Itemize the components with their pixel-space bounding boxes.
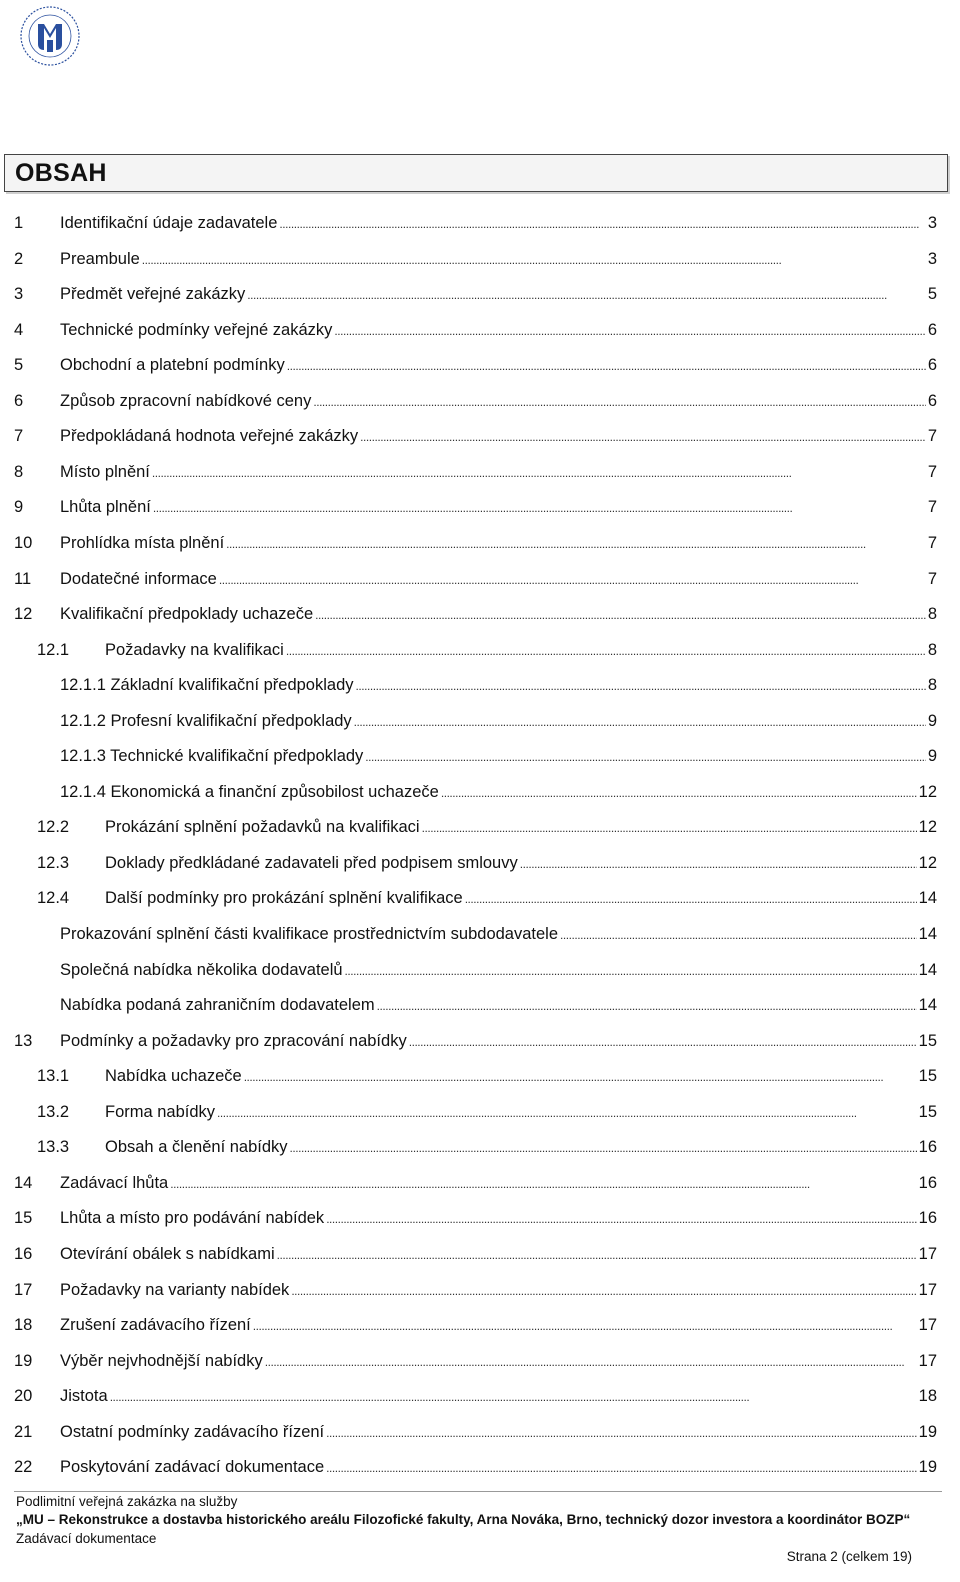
toc-entry-page: 6 (927, 356, 937, 374)
toc-entry[interactable] (0, 602, 960, 626)
toc-entry-label: 12.1.2 Profesní kvalifikační předpoklady (60, 712, 352, 730)
toc-entry-number: 9 (14, 498, 24, 516)
toc-dot-leader (110, 1384, 917, 1409)
toc-dot-leader (265, 1349, 917, 1374)
toc-entry-page: 17 (918, 1316, 937, 1334)
footer-document-type: Zadávací dokumentace (16, 1531, 157, 1546)
toc-entry[interactable] (0, 851, 960, 875)
toc-entry-label: Forma nabídky (105, 1103, 216, 1121)
toc-entry[interactable] (0, 247, 960, 271)
toc-dot-leader (287, 353, 926, 378)
toc-dot-leader (334, 318, 925, 343)
toc-entry[interactable] (0, 531, 960, 555)
toc-dot-leader (326, 1420, 917, 1445)
toc-entry-number: 14 (14, 1174, 33, 1192)
toc-entry[interactable] (0, 1100, 960, 1124)
toc-entry-label: Předmět veřejné zakázky (60, 285, 246, 303)
toc-entry-number: 12.3 (37, 854, 70, 872)
toc-entry-label: Zadávací lhůta (60, 1174, 169, 1192)
toc-entry[interactable] (0, 1278, 960, 1302)
toc-entry[interactable] (0, 1135, 960, 1159)
toc-entry-label: Otevírání obálek s nabídkami (60, 1245, 275, 1263)
toc-entry-label: Nabídka podaná zahraničním dodavatelem (60, 996, 375, 1014)
toc-dot-leader (142, 247, 926, 272)
toc-entry-page: 6 (927, 392, 937, 410)
toc-dot-leader (153, 495, 926, 520)
toc-entry-page: 14 (918, 996, 937, 1014)
university-logo (12, 4, 88, 68)
toc-entry-page: 17 (918, 1352, 937, 1370)
toc-entry-number: 21 (14, 1423, 33, 1441)
toc-dot-leader (219, 567, 926, 592)
toc-entry[interactable] (0, 567, 960, 591)
toc-entry[interactable] (0, 744, 960, 768)
toc-entry-page: 14 (918, 961, 937, 979)
toc-entry-label: Nabídka uchazeče (105, 1067, 242, 1085)
footer-contract-type: Podlimitní veřejná zakázka na služby (16, 1494, 238, 1509)
toc-entry-number: 3 (14, 285, 24, 303)
toc-entry-page: 16 (918, 1174, 937, 1192)
toc-entry[interactable] (0, 1171, 960, 1195)
toc-entry[interactable] (0, 1384, 960, 1408)
toc-entry-page: 5 (927, 285, 937, 303)
toc-dot-leader (253, 1313, 917, 1338)
toc-entry[interactable] (0, 886, 960, 910)
toc-dot-leader (365, 744, 926, 769)
toc-dot-leader (277, 1242, 917, 1267)
toc-entry-label: Kvalifikační předpoklady uchazeče (60, 605, 314, 623)
toc-entry-label: Ostatní podmínky zadávacího řízení (60, 1423, 325, 1441)
toc-dot-leader (226, 531, 926, 556)
toc-entry-label: Dodatečné informace (60, 570, 217, 588)
toc-entry-label: Prokázání splnění požadavků na kvalifikaci (105, 818, 420, 836)
toc-dot-leader (326, 1206, 916, 1231)
toc-entry-label: 12.1.4 Ekonomická a finanční způsobilost uchazeče (60, 783, 439, 801)
toc-entry-page: 8 (927, 676, 937, 694)
toc-entry-label: Jistota (60, 1387, 108, 1405)
toc-entry-page: 15 (918, 1032, 937, 1050)
toc-entry-page: 14 (918, 925, 937, 943)
toc-entry-number: 10 (14, 534, 33, 552)
toc-entry[interactable] (0, 958, 960, 982)
toc-entry-number: 5 (14, 356, 24, 374)
contents-heading-box (4, 154, 948, 192)
toc-entry[interactable] (0, 353, 960, 377)
toc-dot-leader (520, 851, 917, 876)
page-title: OBSAH (15, 159, 107, 187)
toc-entry-page: 15 (918, 1067, 937, 1085)
toc-entry-number: 7 (14, 427, 24, 445)
toc-entry-number: 20 (14, 1387, 33, 1405)
toc-dot-leader (279, 211, 925, 236)
toc-entry[interactable] (0, 1349, 960, 1373)
toc-entry-number: 18 (14, 1316, 33, 1334)
toc-entry-label: Prohlídka místa plnění (60, 534, 225, 552)
toc-entry-number: 22 (14, 1458, 33, 1476)
toc-entry-label: Požadavky na varianty nabídek (60, 1281, 290, 1299)
toc-dot-leader (170, 1171, 916, 1196)
toc-dot-leader (354, 709, 926, 734)
toc-entry-number: 11 (14, 570, 32, 588)
toc-entry-number: 17 (14, 1281, 33, 1299)
toc-dot-leader (286, 638, 926, 663)
toc-entry-label: Preambule (60, 250, 140, 268)
toc-entry[interactable] (0, 673, 960, 697)
toc-entry-number: 1 (14, 214, 24, 232)
toc-dot-leader (326, 1455, 916, 1480)
toc-entry-label: Obchodní a platební podmínky (60, 356, 285, 374)
toc-entry-label: Další podmínky pro prokázání splnění kvalifikace (105, 889, 463, 907)
toc-entry-number: 13.1 (37, 1067, 70, 1085)
toc-dot-leader (315, 602, 926, 627)
toc-entry[interactable] (0, 424, 960, 448)
toc-dot-leader (560, 922, 917, 947)
toc-entry-number: 6 (14, 392, 24, 410)
toc-entry-page: 17 (918, 1281, 937, 1299)
toc-entry-page: 12 (918, 818, 937, 836)
toc-entry-number: 16 (14, 1245, 33, 1263)
toc-entry[interactable] (0, 1420, 960, 1444)
toc-entry[interactable] (0, 780, 960, 804)
toc-entry-page: 12 (918, 783, 937, 801)
toc-dot-leader (244, 1064, 917, 1089)
toc-entry[interactable] (0, 815, 960, 839)
toc-entry-label: Prokazování splnění části kvalifikace prostřednictvím subdodavatele (60, 925, 559, 943)
toc-dot-leader (290, 1135, 917, 1160)
toc-entry-label: Technické podmínky veřejné zakázky (60, 321, 333, 339)
toc-entry-page: 14 (918, 889, 937, 907)
toc-entry[interactable] (0, 389, 960, 413)
toc-entry-number: 13 (14, 1032, 33, 1050)
toc-entry-page: 8 (927, 641, 937, 659)
toc-entry-label: Poskytování zadávací dokumentace (60, 1458, 325, 1476)
toc-dot-leader (217, 1100, 917, 1125)
toc-entry[interactable] (0, 1455, 960, 1479)
toc-entry-page: 3 (927, 250, 937, 268)
footer-divider (14, 1491, 942, 1492)
toc-entry-page: 7 (927, 427, 937, 445)
toc-entry-label: Lhůta a místo pro podávání nabídek (60, 1209, 325, 1227)
toc-entry-page: 19 (918, 1458, 937, 1476)
toc-entry-label: Místo plnění (60, 463, 150, 481)
toc-entry-number: 4 (14, 321, 24, 339)
toc-dot-leader (345, 958, 917, 983)
toc-entry-page: 9 (927, 712, 937, 730)
toc-entry[interactable] (0, 1242, 960, 1266)
toc-entry-label: Způsob zpracovní nabídkové ceny (60, 392, 312, 410)
toc-entry-label: Zrušení zadávacího řízení (60, 1316, 251, 1334)
toc-entry-label: Doklady předkládané zadavateli před podpisem smlouvy (105, 854, 518, 872)
toc-entry-page: 16 (918, 1138, 937, 1156)
toc-entry[interactable] (0, 211, 960, 235)
toc-dot-leader (247, 282, 926, 307)
toc-entry-page: 7 (927, 534, 937, 552)
toc-entry[interactable] (0, 922, 960, 946)
toc-entry-number: 12 (14, 605, 33, 623)
toc-entry-page: 15 (918, 1103, 937, 1121)
toc-entry[interactable] (0, 638, 960, 662)
toc-entry-number: 2 (14, 250, 24, 268)
footer-page-number: Strana 2 (celkem 19) (786, 1549, 912, 1564)
toc-entry-label: Požadavky na kvalifikaci (105, 641, 284, 659)
toc-entry-number: 13.2 (37, 1103, 70, 1121)
toc-entry[interactable] (0, 495, 960, 519)
toc-dot-leader (465, 886, 917, 911)
toc-entry-page: 8 (927, 605, 937, 623)
toc-entry-page: 6 (927, 321, 937, 339)
toc-entry-number: 12.2 (37, 818, 70, 836)
toc-entry[interactable] (0, 993, 960, 1017)
toc-dot-leader (441, 780, 917, 805)
toc-dot-leader (291, 1278, 916, 1303)
toc-entry-page: 7 (927, 463, 937, 481)
toc-entry-page: 12 (918, 854, 937, 872)
toc-entry-label: Výběr nejvhodnější nabídky (60, 1352, 263, 1370)
toc-entry[interactable] (0, 460, 960, 484)
toc-entry-label: Společná nabídka několika dodavatelů (60, 961, 343, 979)
toc-entry[interactable] (0, 1313, 960, 1337)
toc-entry[interactable] (0, 1064, 960, 1088)
toc-entry-page: 17 (918, 1245, 937, 1263)
toc-entry-page: 9 (927, 747, 937, 765)
toc-entry-number: 13.3 (37, 1138, 70, 1156)
toc-entry-label: 12.1.3 Technické kvalifikační předpoklady (60, 747, 364, 765)
toc-entry-number: 8 (14, 463, 24, 481)
toc-dot-leader (377, 993, 917, 1018)
toc-dot-leader (356, 673, 926, 698)
toc-entry-page: 19 (918, 1423, 937, 1441)
toc-entry-page: 7 (927, 570, 937, 588)
toc-entry-number: 19 (14, 1352, 33, 1370)
toc-entry-label: 12.1.1 Základní kvalifikační předpoklady (60, 676, 354, 694)
toc-entry-page: 18 (918, 1387, 937, 1405)
toc-entry-label: Podmínky a požadavky pro zpracování nabídky (60, 1032, 407, 1050)
toc-dot-leader (409, 1029, 917, 1054)
toc-entry-number: 12.4 (37, 889, 70, 907)
toc-dot-leader (360, 424, 926, 449)
toc-dot-leader (422, 815, 917, 840)
toc-entry-number: 12.1 (37, 641, 70, 659)
toc-entry[interactable] (0, 282, 960, 306)
toc-entry-page: 16 (918, 1209, 937, 1227)
toc-entry[interactable] (0, 1029, 960, 1053)
toc-entry-label: Identifikační údaje zadavatele (60, 214, 278, 232)
footer-project-title: „MU – Rekonstrukce a dostavba historického areálu Filozofické fakulty, Arna Nováka, Brno, technický dozor investora a koordinátor BOZP“ (16, 1512, 911, 1527)
toc-entry-page: 3 (927, 214, 937, 232)
toc-entry-label: Předpokládaná hodnota veřejné zakázky (60, 427, 359, 445)
toc-entry-label: Lhůta plnění (60, 498, 151, 516)
toc-dot-leader (313, 389, 925, 414)
toc-dot-leader (152, 460, 926, 485)
toc-entry[interactable] (0, 1206, 960, 1230)
toc-entry[interactable] (0, 318, 960, 342)
toc-entry[interactable] (0, 709, 960, 733)
toc-entry-number: 15 (14, 1209, 33, 1227)
toc-entry-label: Obsah a členění nabídky (105, 1138, 288, 1156)
toc-entry-page: 7 (927, 498, 937, 516)
